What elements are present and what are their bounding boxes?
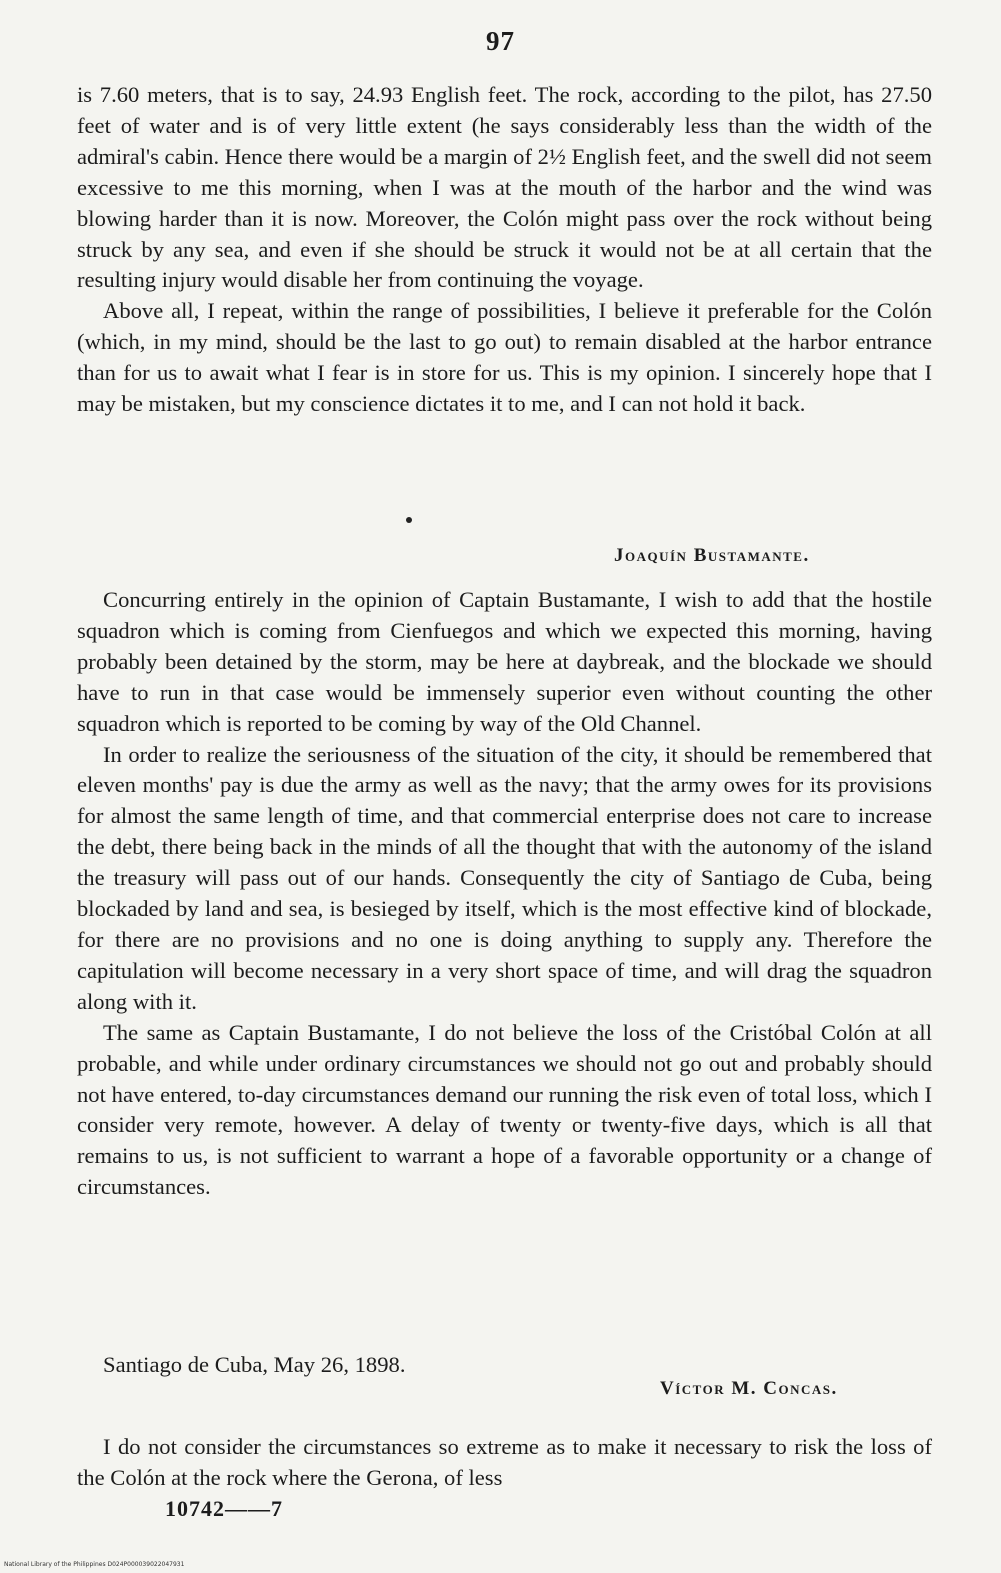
paragraph: is 7.60 meters, that is to say, 24.93 English feet. The rock, according to the pilot, has 27.50 feet of water and is of very little extent (he says considerably less than the width of the admiral's cabin. Hence there would be a margin of 2½ English feet, and the swell did not seem excessive to me this morning, when I was at the mouth of the harbor and the wind was blowing harder than it is now. Moreover, the Colón might pass over the rock without being struck by any sea, and even if she should be struck it would not be at all certain that the resulting injury would disable her from continuing the voyage. bbox=[77, 82, 932, 293]
text-block-top bbox=[77, 80, 932, 420]
signature-mark: 10742——7 bbox=[165, 1496, 283, 1521]
paragraph: I do not consider the circumstances so extreme as to make it necessary to risk the loss of the Colón at the rock where the Gerona, of less bbox=[77, 1434, 932, 1490]
paragraph: In order to realize the seriousness of the situation of the city, it should be remembered that eleven months' pay is due the army as well as the navy; that the army owes for its provisions for almost the same length of time, and that commercial enterprise does not care to increase the debt, there being back in the minds of all the thought that with the autonomy of the island the treasury will pass out of our hands. Consequently the city of Santiago de Cuba, being blockaded by land and sea, is besieged by itself, which is the most effective kind of blockade, for there are no provisions and no one is doing anything to supply any. Therefore the capitulation will become necessary in a very short space of time, and will drag the squadron along with it. bbox=[77, 741, 932, 1014]
paragraph: The same as Captain Bustamante, I do not believe the loss of the Cristóbal Colón at all probable, and while under ordinary circumstances we should not go out and probably should not have entered, to-day circumstances demand our running the risk even of total loss, which I consider very remote, however. A delay of twenty or twenty-five days, which is all that remains to us, is not sufficient to warrant a hope of a favorable opportunity or a change of circumstances. bbox=[77, 1019, 932, 1200]
text-block-bottom bbox=[77, 1432, 932, 1494]
signature-concas bbox=[660, 1378, 838, 1400]
signature-bustamante bbox=[614, 545, 810, 567]
footer-credit: National Library of the Philippines D024P000039022047931 bbox=[4, 1561, 185, 1568]
stray-mark bbox=[406, 517, 412, 523]
place-date: Santiago de Cuba, May 26, 1898. bbox=[103, 1352, 406, 1377]
text-block-middle bbox=[77, 585, 932, 1203]
signature-text: Joaquín Bustamante. bbox=[614, 545, 810, 566]
paragraph: Concurring entirely in the opinion of Captain Bustamante, I wish to add that the hostile squadron which is coming from Cienfuegos and which we expected this morning, having probably been detained by the storm, may be here at daybreak, and the blockade we should have to run in that case would be immensely superior even without counting the other squadron which is reported to be coming by way of the Old Channel. bbox=[77, 587, 932, 736]
paragraph: Above all, I repeat, within the range of possibilities, I believe it preferable for the Colón (which, in my mind, should be the last to go out) to remain disabled at the harbor entrance than for us to await what I fear is in store for us. This is my opinion. I sincerely hope that I may be mistaken, but my conscience dictates it to me, and I can not hold it back. bbox=[77, 298, 932, 417]
signature-text: Víctor M. Concas. bbox=[660, 1378, 838, 1399]
page-number: 97 bbox=[486, 26, 515, 56]
